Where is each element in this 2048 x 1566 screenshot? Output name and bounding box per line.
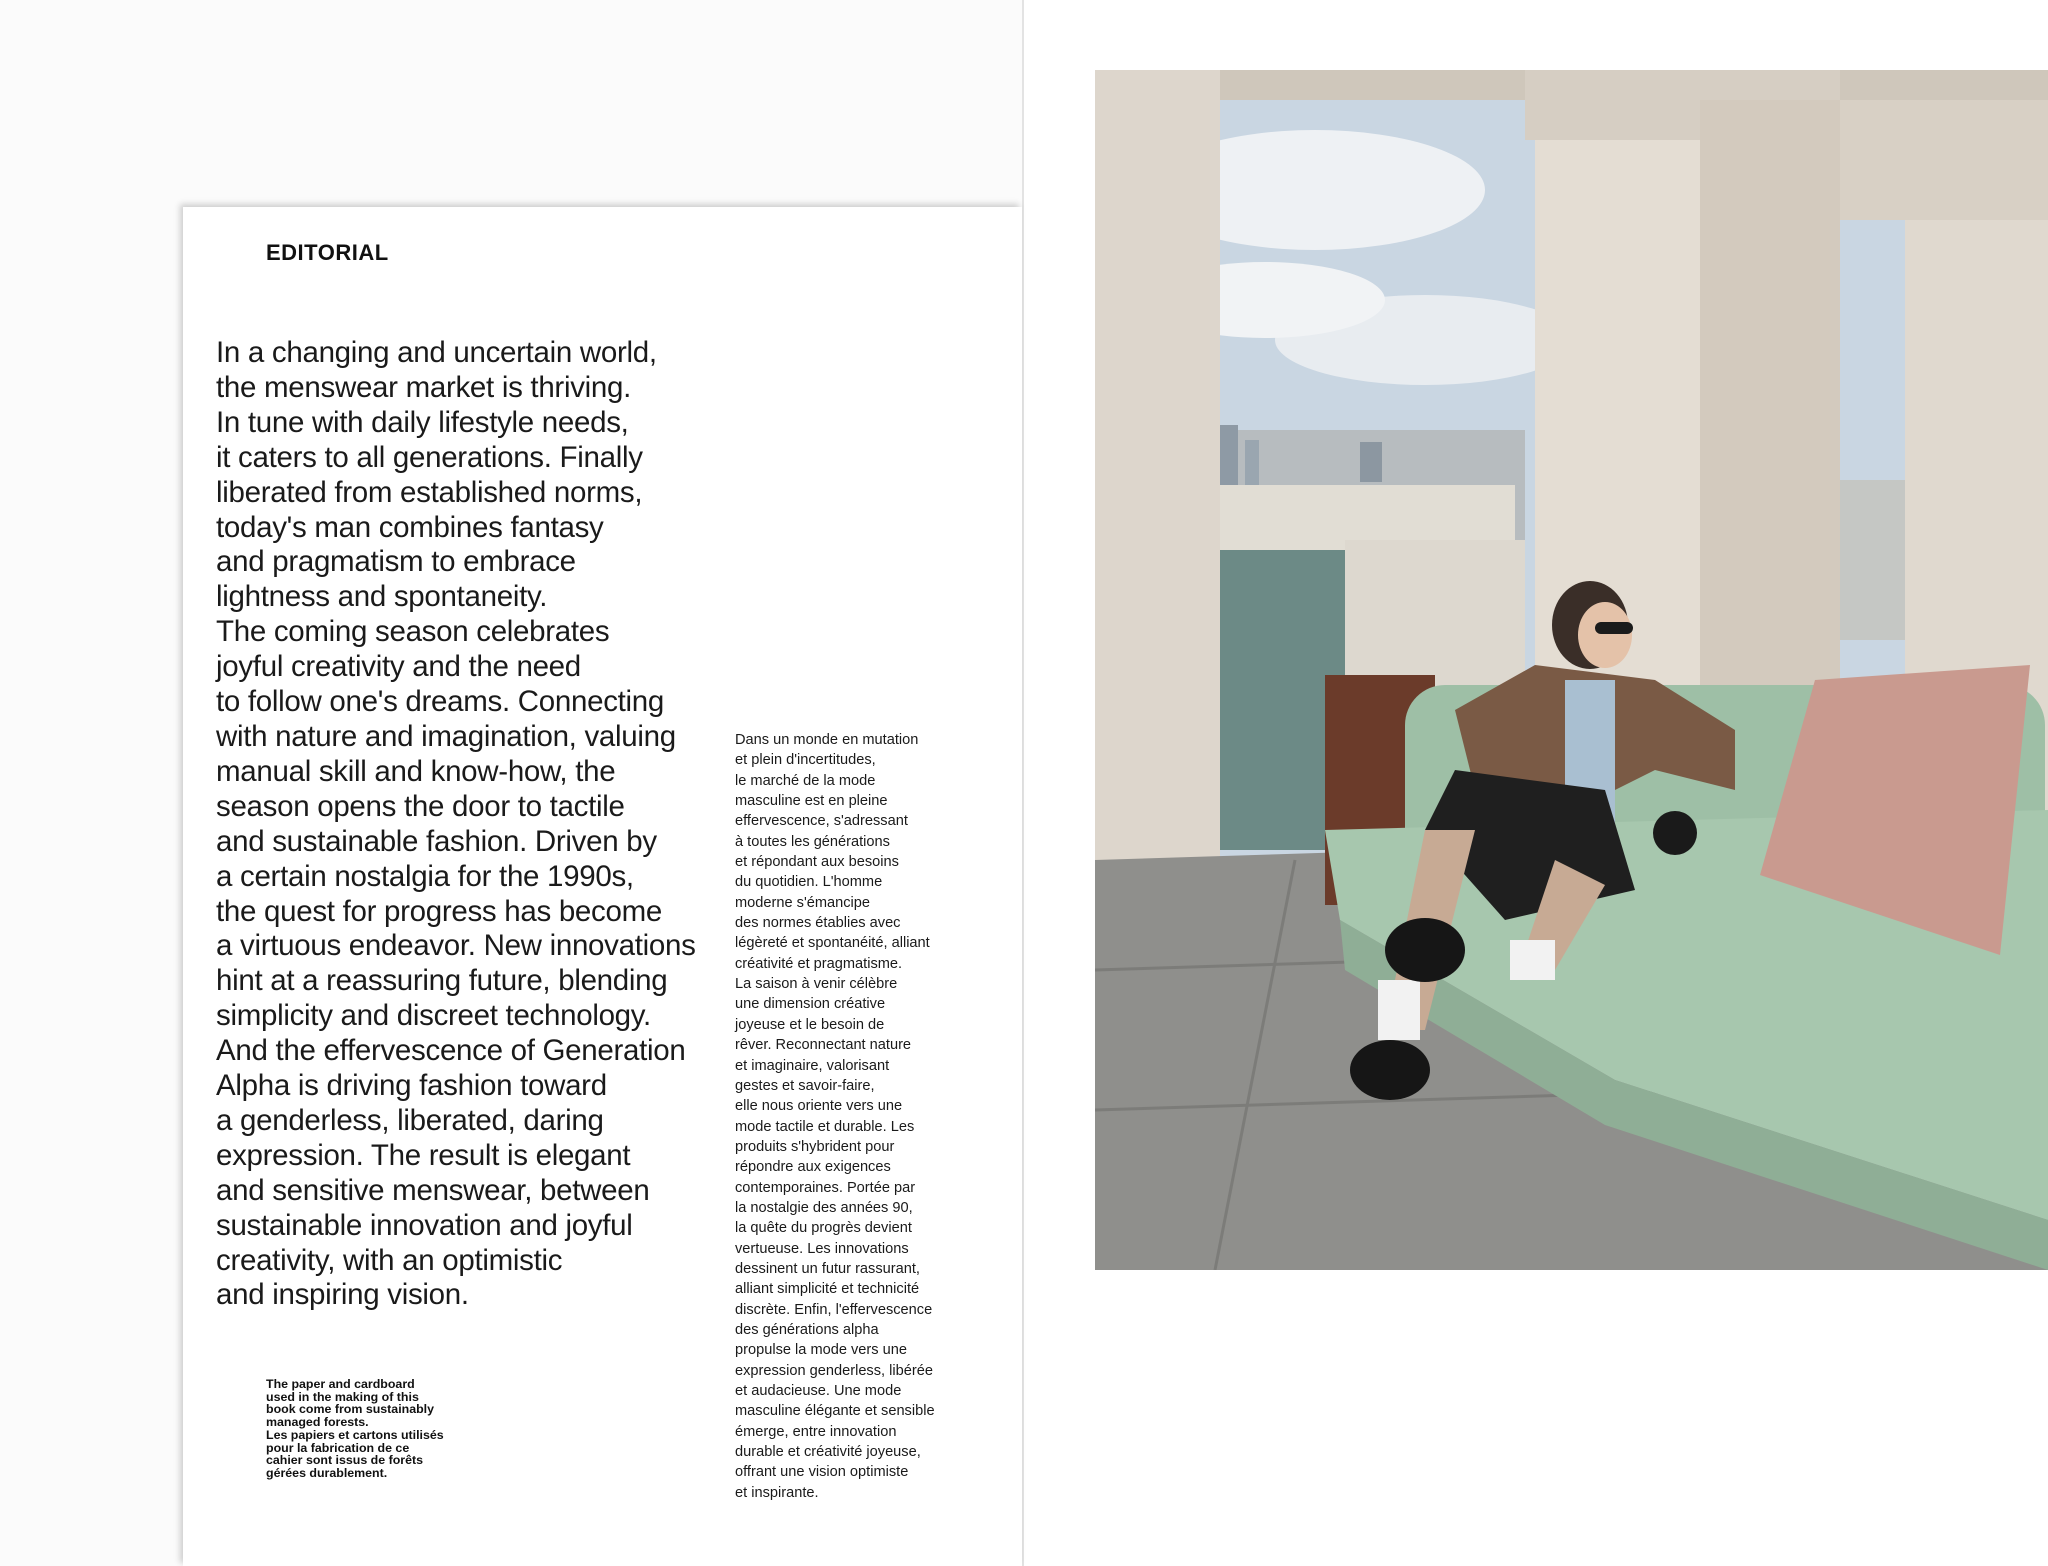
tower — [1220, 425, 1238, 485]
text-line: cahier sont issus de forêts — [266, 1453, 424, 1468]
text-line: vertueuse. Les innovations — [735, 1240, 909, 1257]
text-line: dessinent un futur rassurant, — [735, 1260, 920, 1277]
text-line: In a changing and uncertain world, — [216, 336, 657, 369]
photo-illustration — [1095, 70, 2048, 1270]
text-line: gérées durablement. — [266, 1465, 388, 1480]
text-line: émerge, entre innovation — [735, 1423, 897, 1440]
text-line: produits s'hybrident pour — [735, 1138, 895, 1155]
text-line: mode tactile et durable. Les — [735, 1118, 915, 1135]
text-line: season opens the door to tactile — [216, 789, 625, 823]
text-line: durable et créativité joyeuse, — [735, 1444, 921, 1461]
text-line: masculine est en pleine — [735, 793, 888, 810]
sock — [1378, 980, 1420, 1040]
text-line: book come from sustainably — [266, 1402, 434, 1417]
text-line: rêver. Reconnectant nature — [735, 1037, 912, 1054]
text-line: pour la fabrication de ce — [266, 1440, 410, 1455]
text-line: liberated from established norms, — [216, 475, 643, 509]
text-line: creativity, with an optimistic — [216, 1243, 563, 1277]
text-line: des normes établies avec — [735, 915, 901, 932]
text-line: simplicity and discreet technology. — [216, 999, 651, 1033]
text-line: offrant une vision optimiste — [735, 1464, 909, 1481]
text-line: and pragmatism to embrace — [216, 545, 576, 579]
text-line: and sensitive menswear, between — [216, 1173, 650, 1207]
text-line: le marché de la mode — [735, 772, 876, 789]
text-line: Les papiers et cartons utilisés — [266, 1427, 444, 1442]
text-line: hint at a reassuring future, blending — [216, 964, 668, 998]
editorial-text-english — [216, 336, 736, 1313]
face — [1578, 602, 1632, 668]
sunglasses — [1595, 622, 1633, 634]
text-line: expression genderless, libérée — [735, 1362, 933, 1379]
text-line: et imaginaire, valorisant — [735, 1057, 890, 1074]
text-line: et plein d'incertitudes, — [735, 752, 876, 769]
text-line: joyful creativity and the need — [216, 650, 581, 684]
text-line: The coming season celebrates — [216, 615, 610, 649]
text-line: et inspirante. — [735, 1484, 819, 1501]
text-line: la quête du progrès devient — [735, 1220, 912, 1237]
text-line: manual skill and know-how, the — [216, 754, 616, 788]
tower — [1245, 440, 1259, 485]
page-fold — [1022, 0, 1024, 1566]
text-line: créativité et pragmatisme. — [735, 955, 903, 972]
text-line: expression. The result is elegant — [216, 1138, 631, 1172]
shoe — [1350, 1040, 1430, 1100]
headphones — [1653, 811, 1697, 855]
text-line: to follow one's dreams. Connecting — [216, 685, 665, 719]
text-line: and sustainable fashion. Driven by — [216, 824, 657, 858]
text-line: masculine élégante et sensible — [735, 1403, 935, 1420]
text-line: contemporaines. Portée par — [735, 1179, 916, 1196]
text-line: du quotidien. L'homme — [735, 874, 883, 891]
text-line: a virtuous endeavor. New innovations — [216, 929, 696, 963]
text-line: Alpha is driving fashion toward — [216, 1069, 607, 1103]
text-line: it caters to all generations. Finally — [216, 440, 643, 474]
text-line: La saison à venir célèbre — [735, 976, 898, 993]
text-line: elle nous oriente vers une — [735, 1098, 903, 1115]
text-line: moderne s'émancipe — [735, 894, 871, 911]
text-line: And the effervescence of Generation — [216, 1034, 686, 1068]
sock — [1510, 940, 1555, 980]
sustainability-note — [266, 1378, 506, 1480]
text-line: joyeuse et le besoin de — [735, 1016, 885, 1033]
text-line: used in the making of this — [266, 1389, 419, 1404]
text-line: today's man combines fantasy — [216, 510, 604, 544]
text-line: à toutes les générations — [735, 833, 890, 850]
text-line: sustainable innovation and joyful — [216, 1208, 633, 1242]
text-line: propulse la mode vers une — [735, 1342, 907, 1359]
text-line: gestes et savoir-faire, — [735, 1077, 875, 1094]
text-line: effervescence, s'adressant — [735, 813, 908, 830]
text-line: the menswear market is thriving. — [216, 370, 632, 404]
ceiling-right — [1840, 100, 2048, 220]
text-line: et audacieuse. Une mode — [735, 1383, 902, 1399]
tower — [1360, 442, 1382, 482]
text-line: and inspiring vision. — [216, 1278, 469, 1312]
text-line: Dans un monde en mutation — [735, 732, 919, 748]
text-line: discrète. Enfin, l'effervescence — [735, 1301, 933, 1318]
text-line: répondre aux exigences — [735, 1159, 891, 1176]
text-line: légèreté et spontanéité, alliant — [735, 935, 930, 952]
text-line: lightness and spontaneity. — [216, 580, 548, 614]
text-line: with nature and imagination, valuing — [216, 719, 676, 753]
text-line: a certain nostalgia for the 1990s, — [216, 859, 634, 893]
editorial-photo — [1095, 70, 2048, 1270]
text-line: a genderless, liberated, daring — [216, 1103, 604, 1137]
text-line: In tune with daily lifestyle needs, — [216, 405, 629, 439]
text-line: une dimension créative — [735, 996, 886, 1013]
text-line: managed forests. — [266, 1415, 369, 1430]
text-line: des générations alpha — [735, 1321, 879, 1338]
text-line: et répondant aux besoins — [735, 854, 899, 871]
shoe — [1385, 918, 1465, 982]
text-line: alliant simplicité et technicité — [735, 1281, 920, 1298]
editorial-text-french — [735, 730, 965, 1503]
section-label: EDITORIAL — [266, 240, 389, 265]
text-line: la nostalgie des années 90, — [735, 1199, 913, 1216]
text-line: The paper and cardboard — [266, 1377, 415, 1391]
text-line: the quest for progress has become — [216, 894, 662, 928]
